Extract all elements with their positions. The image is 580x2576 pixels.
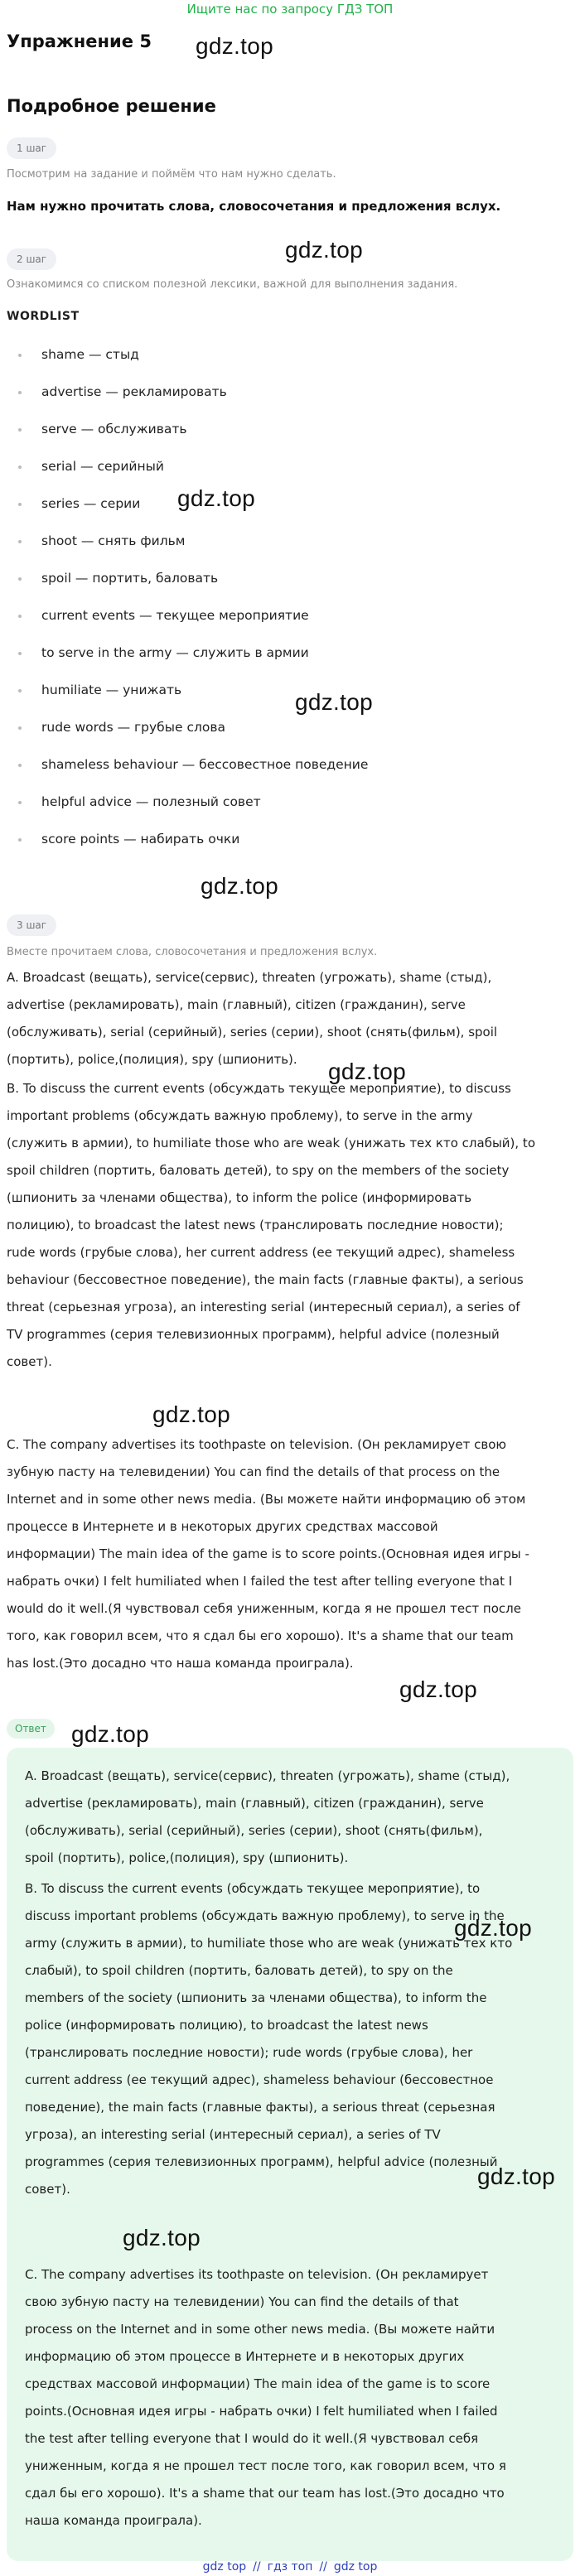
answer-badge: Ответ [7, 1719, 55, 1739]
list-item: shoot — снять фильм [15, 533, 368, 570]
list-item: helpful advice — полезный совет [15, 794, 368, 831]
solution-part-c: C. The company advertises its toothpaste on television. (Он рекламирует свою зубную пасту на телевидении) You can find the details of that process on the Internet and in some other news media. (Вы можете найти информацию об этом процессе в Интернете и в некоторых других средствах массовой информации) The main idea of the game is to score points.(Основная идея игры - набрать очки) I felt humiliated when I failed the test after telling everyone that I would do it well.(Я чувствовал себя униженным, когда я не прошел тест после того, как говорил всем, что я сдал бы его хорошо). It's a shame that our team has lost.(Это досадно что наша команда проиграла). [7, 1437, 529, 1671]
watermark: gdz.top [285, 237, 363, 263]
step-badge: 1 шаг [7, 137, 56, 159]
watermark: gdz.top [328, 1059, 406, 1084]
list-item: series — серии [15, 495, 368, 533]
page-title: Упражнение 5 [7, 31, 152, 51]
list-item: shame — стыд [15, 346, 368, 384]
list-item: shameless behaviour — бессовестное поведение [15, 756, 368, 794]
footer-link[interactable]: gdz top [202, 2560, 247, 2574]
list-item: rude words — грубые слова [15, 719, 368, 756]
footer-separator: // [319, 2560, 327, 2574]
list-item: humiliate — унижать [15, 682, 368, 719]
wordlist-title: WORDLIST [7, 310, 80, 323]
watermark: gdz.top [196, 33, 273, 59]
list-item: advertise — рекламировать [15, 384, 368, 421]
footer-links [0, 2558, 580, 2576]
watermark: gdz.top [295, 689, 373, 715]
step-hint: Вместе прочитаем слова, словосочетания и предложения вслух. [7, 946, 378, 958]
watermark: gdz.top [399, 1676, 477, 1702]
footer-separator: // [253, 2560, 261, 2574]
watermark: gdz.top [152, 1401, 230, 1427]
step-hint: Посмотрим на задание и поймём что нам нужно сделать. [7, 168, 336, 181]
watermark: gdz.top [71, 1721, 149, 1747]
footer-link[interactable]: gdz top [333, 2560, 378, 2574]
step-hint: Ознакомимся со списком полезной лексики, важной для выполнения задания. [7, 278, 458, 291]
list-item: serve — обслуживать [15, 421, 368, 458]
wordlist [15, 346, 368, 868]
step-badge: 2 шаг [7, 248, 56, 270]
step-badge: 3 шаг [7, 914, 56, 936]
footer-link[interactable]: гдз топ [267, 2560, 313, 2574]
list-item: current events — текущее мероприятие [15, 607, 368, 644]
answer-part-a: A. Broadcast (вещать), service(сервис), threaten (угрожать), shame (стыд), advertise (рекламировать), main (главный), citizen (гражданин), serve (обслуживать), serial (серийный), series (серии), shoot (снять(фильм), spoil (портить), police,(полиция), spy (шпионить). [25, 1768, 510, 1865]
list-item: score points — набирать очки [15, 831, 368, 868]
solution-part-a: A. Broadcast (вещать), service(сервис), threaten (угрожать), shame (стыд), advertise (рекламировать), main (главный), citizen (гражданин), serve (обслуживать), serial (серийный), series (серии), shoot (снять(фильм), spoil (портить), police,(полиция), spy (шпионить). [7, 970, 498, 1067]
list-item: spoil — портить, баловать [15, 570, 368, 607]
step-task: Нам нужно прочитать слова, словосочетания и предложения вслух. [7, 199, 501, 214]
section-title: Подробное решение [7, 96, 216, 116]
answer-part-b: B. To discuss the current events (обсуждать текущее мероприятие), to discuss important problems (обсуждать важную проблему), to serve in the army (служить в армии), to humiliate those who are weak (унижать тех кто слабый), to spoil children (портить, баловать детей), to spy on the members of the society (шпионить за членами общества), to inform the police (информировать полицию), to broadcast the latest news (транслировать последние новости); rude words (грубые слова), her current address (ее текущий адрес), shameless behaviour (бессовестное поведение), the main facts (главные факты), a serious threat (серьезная угроза), an interesting serial (интересный сериал), a series of TV programmes (серия телевизионных программ), helpful advice (полезный совет). [25, 1881, 513, 2197]
watermark: gdz.top [177, 485, 255, 511]
solution-part-b: B. To discuss the current events (обсуждать текущее мероприятие), to discuss important problems (обсуждать важную проблему), to serve in the army (служить в армии), to humiliate those who are weak (унижать тех кто слабый), to spoil children (портить, баловать детей), to spy on the members of the society (шпионить за членами общества), to inform the police (информировать полицию), to broadcast the latest news (транслировать последние новости); rude words (грубые слова), her current address (ее текущий адрес), shameless behaviour (бессовестное поведение), the main facts (главные факты), a serious threat (серьезная угроза), an interesting serial (интересный сериал), a series of TV programmes (серия телевизионных программ), helpful advice (полезный совет). [7, 1081, 535, 1369]
watermark: gdz.top [201, 873, 278, 899]
top-search-hint[interactable]: Ищите нас по запросу ГДЗ ТОП [186, 2, 394, 17]
list-item: serial — серийный [15, 458, 368, 495]
answer-part-c: C. The company advertises its toothpaste on television. (Он рекламирует свою зубную пасту на телевидении) You can find the details of that process on the Internet and in some other news media. (Вы можете найти информацию об этом процессе в Интернете и в некоторых других средствах массовой информации) The main idea of the game is to score points.(Основная идея игры - набрать очки) I felt humiliated when I failed the test after telling everyone that I would do it well.(Я чувствовал себя униженным, когда я не прошел тест после того, как говорил всем, что я сдал бы его хорошо). It's a shame that our team has lost.(Это досадно что наша команда проиграла). [25, 2267, 506, 2528]
watermark: gdz.top [477, 2164, 555, 2189]
watermark: gdz.top [123, 2225, 201, 2250]
watermark: gdz.top [454, 1915, 532, 1941]
list-item: to serve in the army — служить в армии [15, 644, 368, 682]
